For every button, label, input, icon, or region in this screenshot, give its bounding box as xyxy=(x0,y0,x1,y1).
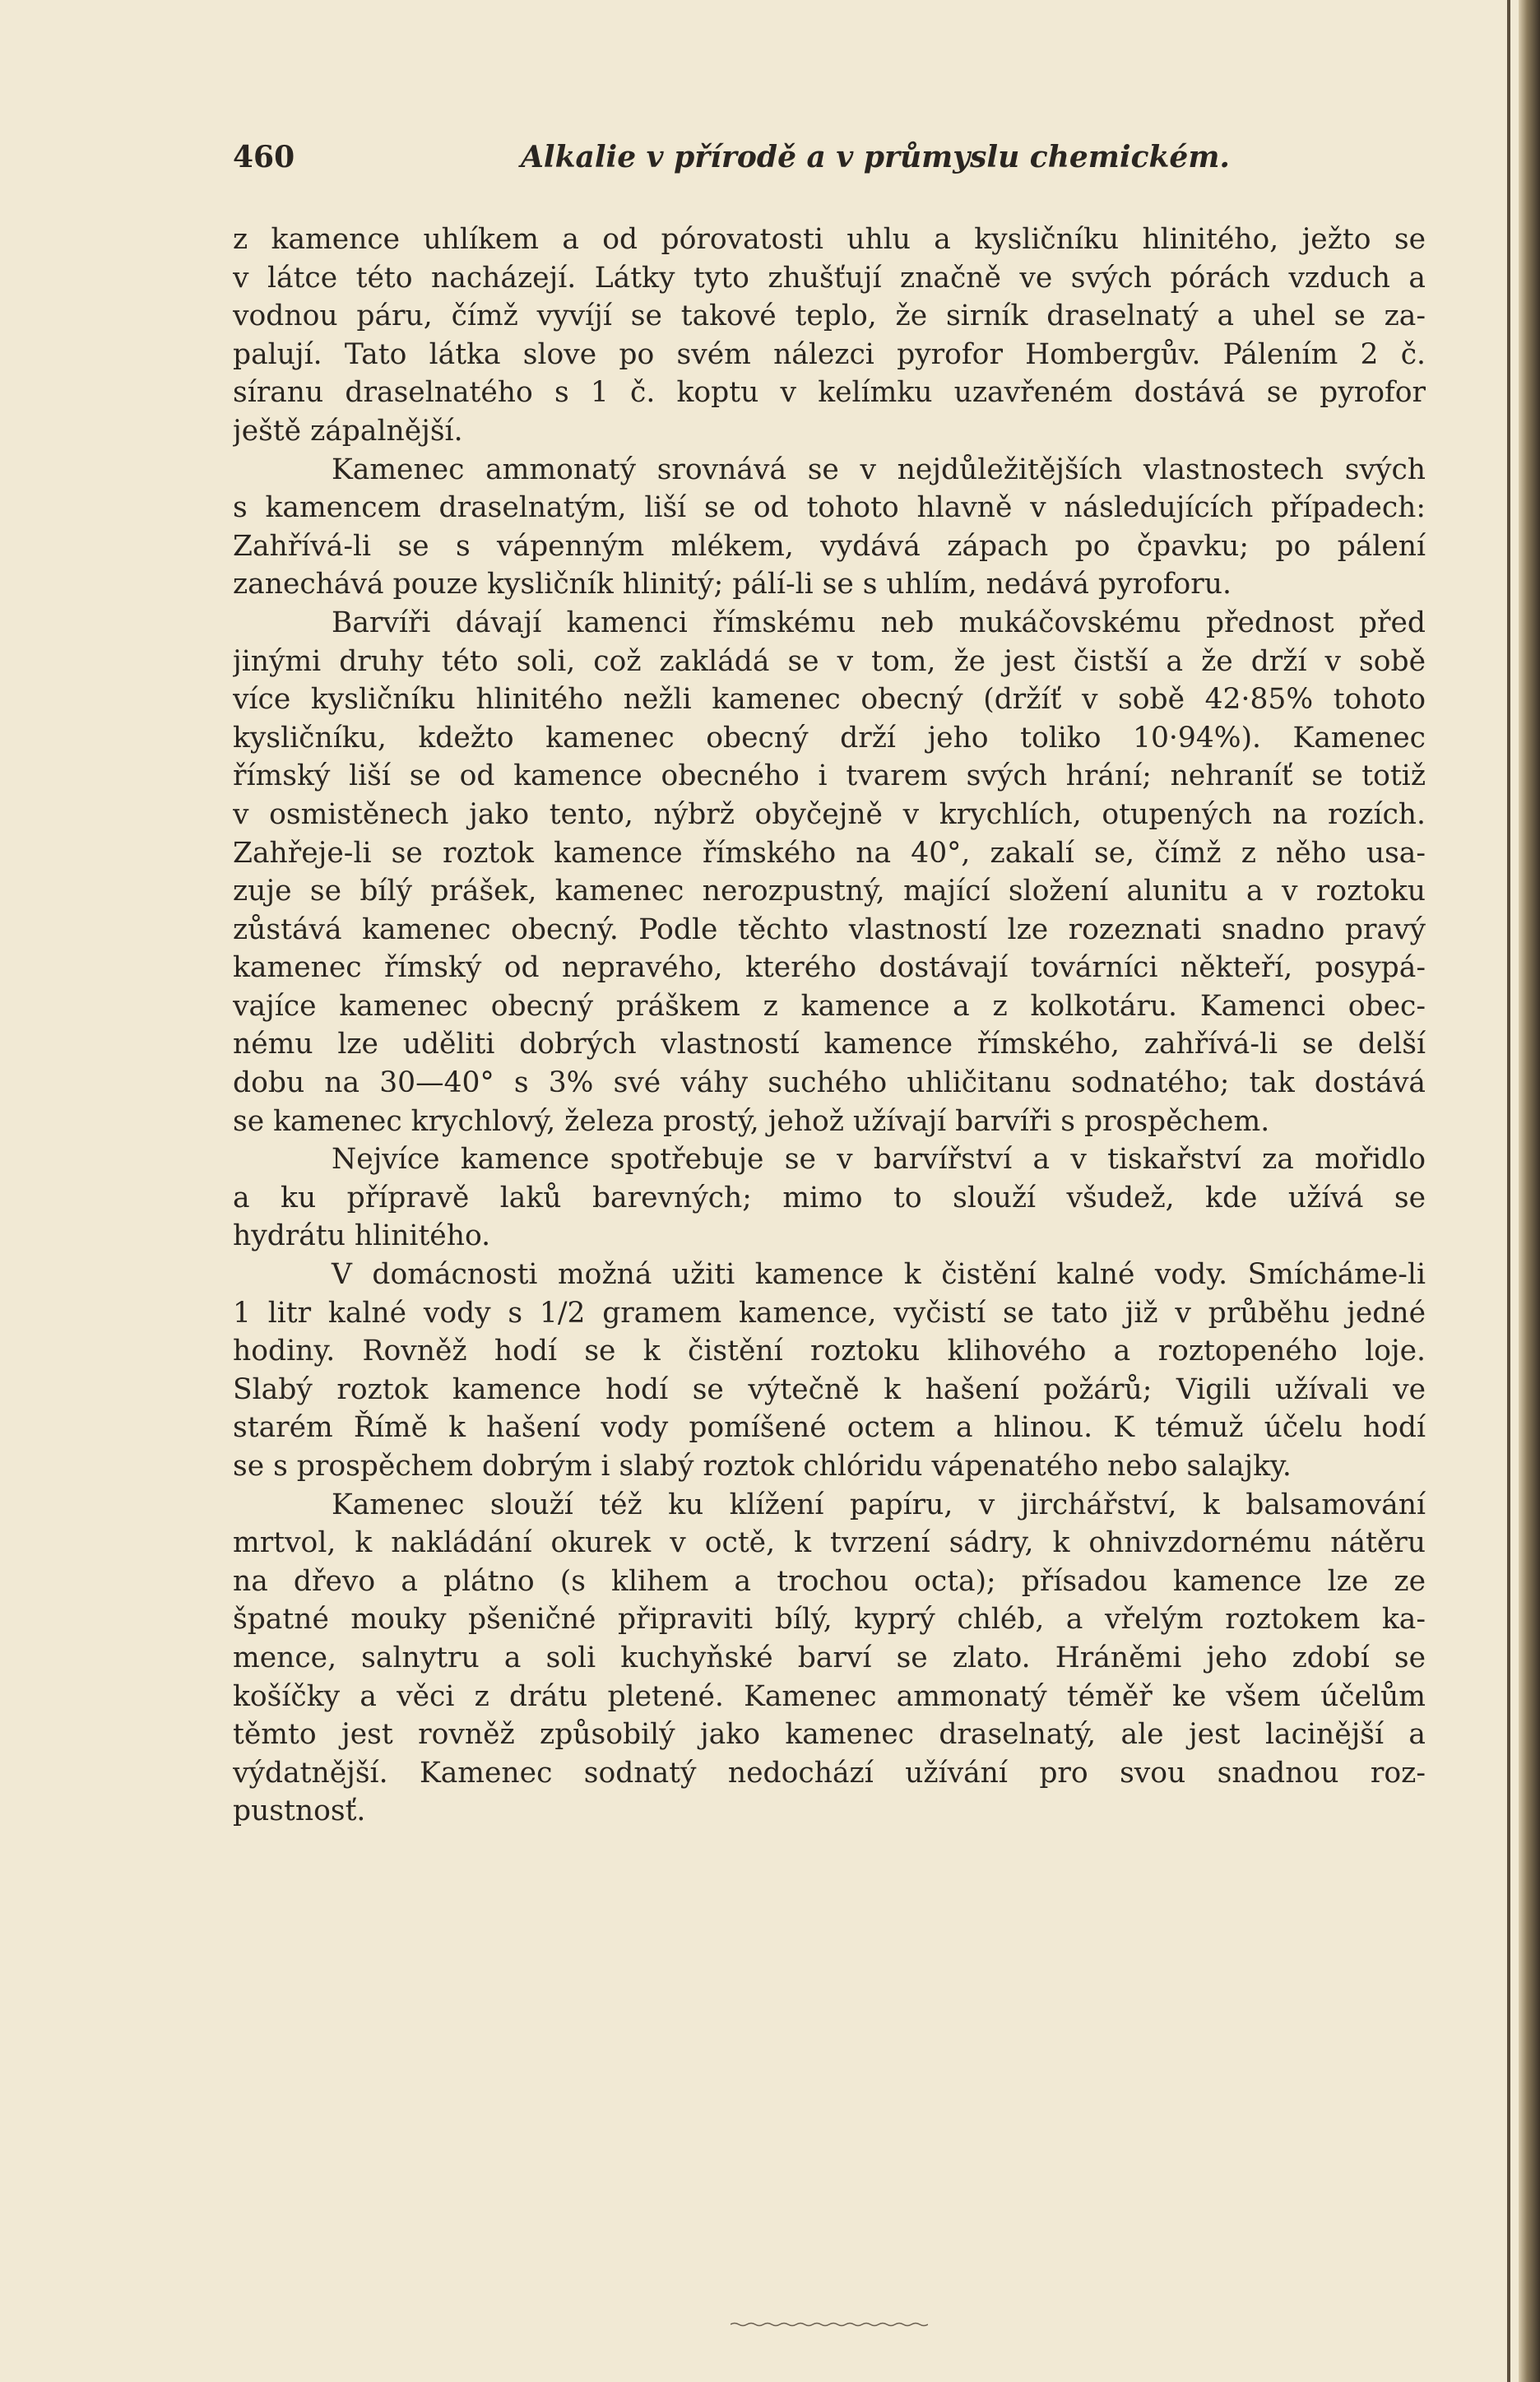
text-line: mrtvol, k nakládání okurek v octě, k tvrzení sádry, k ohnivzdornému nátěru xyxy=(233,1526,1426,1560)
ornamental-tail-rule xyxy=(731,2322,928,2327)
text-line: síranu draselnatého s 1 č. koptu v kelímku uzavřeném dostává se pyrofor xyxy=(233,376,1426,410)
text-line: pustnosť. xyxy=(233,1795,366,1828)
text-line: starém Římě k hašení vody pomíšené octem a hlinou. K témuž účelu hodí xyxy=(233,1411,1426,1445)
page-number: 460 xyxy=(233,140,295,174)
text-line: jinými druhy této soli, což zakládá se v tom, že jest čistší a že drží v sobě xyxy=(233,644,1426,678)
text-line: římský liší se od kamence obecného i tvarem svých hrání; nehraníť se totiž xyxy=(233,759,1426,793)
text-line: s kamencem draselnatým, liší se od tohoto hlavně v následujících případech: xyxy=(233,491,1426,525)
text-line: Kamenec ammonatý srovnává se v nejdůležitějších vlastnostech svých xyxy=(332,453,1426,486)
text-line: výdatnější. Kamenec sodnatý nedochází užívání pro svou snadnou roz- xyxy=(233,1756,1426,1790)
text-line: v osmistěnech jako tento, nýbrž obyčejně v krychlích, otupených na rozích. xyxy=(233,797,1426,831)
text-line: Kamenec slouží též ku klížení papíru, v jirchářství, k balsamování xyxy=(332,1488,1426,1521)
text-line: se s prospěchem dobrým i slabý roztok chlóridu vápenatého nebo salajky. xyxy=(233,1450,1292,1483)
text-line: mence, salnytru a soli kuchyňské barví se zlato. Hráněmi jeho zdobí se xyxy=(233,1641,1426,1674)
text-line: těmto jest rovněž způsobilý jako kamenec draselnatý, ale jest lacinější a xyxy=(233,1718,1426,1752)
text-line: zanechává pouze kysličník hlinitý; pálí-li se s uhlím, nedává pyroforu. xyxy=(233,568,1232,601)
running-title: Alkalie v přírodě a v průmyslu chemickém. xyxy=(521,140,1230,174)
text-line: se kamenec krychlový, železa prostý, jehož užívají barvíři s prospěchem. xyxy=(233,1104,1270,1138)
text-line: 1 litr kalné vody s 1/2 gramem kamence, vyčistí se tato již v průběhu jedné xyxy=(233,1296,1426,1330)
text-line: na dřevo a plátno (s klihem a trochou octa); přísadou kamence lze ze xyxy=(233,1564,1426,1598)
text-line: kysličníku, kdežto kamenec obecný drží jeho toliko 10·94%). Kamenec xyxy=(233,721,1426,755)
text-line: hodiny. Rovněž hodí se k čistění roztoku klihového a roztopeného loje. xyxy=(233,1335,1426,1368)
text-line: ještě zápalnější. xyxy=(233,414,463,448)
text-line: Slabý roztok kamence hodí se výtečně k hašení požárů; Vigili užívali ve xyxy=(233,1372,1426,1406)
text-line: Barvíři dávají kamenci římskému neb mukáčovskému přednost před xyxy=(332,606,1426,639)
text-line: V domácnosti možná užiti kamence k čistění kalné vody. Smícháme-li xyxy=(332,1258,1426,1292)
page-header xyxy=(233,140,1426,189)
body-text xyxy=(233,221,1426,1831)
text-line: Zahřeje-li se roztok kamence římského na 40°, zakalí se, čímž z něho usa- xyxy=(233,836,1426,870)
text-line: palují. Tato látka slove po svém nálezci pyrofor Hombergův. Pálením 2 č. xyxy=(233,337,1426,371)
text-line: v látce této nacházejí. Látky tyto zhušťují značně ve svých pórách vzduch a xyxy=(233,261,1426,295)
text-line: zůstává kamenec obecný. Podle těchto vlastností lze rozeznati snadno pravý xyxy=(233,912,1426,946)
text-line: košíčky a věci z drátu pletené. Kamenec ammonatý téměř ke všem účelům xyxy=(233,1679,1426,1713)
text-line: z kamence uhlíkem a od pórovatosti uhlu a kysličníku hlinitého, ježto se xyxy=(233,223,1426,256)
text-line: zuje se bílý prášek, kamenec nerozpustný, mající složení alunitu a v roztoku xyxy=(233,875,1426,908)
text-line: Zahřívá-li se s vápenným mlékem, vydává zápach po čpavku; po pálení xyxy=(233,529,1426,563)
text-line: dobu na 30—40° s 3% své váhy suchého uhličitanu sodnatého; tak dostává xyxy=(233,1066,1426,1100)
text-line: vodnou páru, čímž vyvíjí se takové teplo, že sirník draselnatý a uhel se za- xyxy=(233,299,1426,333)
text-line: špatné mouky pšeničné připraviti bílý, kyprý chléb, a vřelým roztokem ka- xyxy=(233,1603,1426,1637)
text-line: hydrátu hlinitého. xyxy=(233,1219,491,1253)
text-line: a ku přípravě laků barevných; mimo to slouží všudež, kde užívá se xyxy=(233,1181,1426,1214)
text-line: nému lze uděliti dobrých vlastností kamence římského, zahřívá-li se delší xyxy=(233,1028,1426,1061)
page-edge xyxy=(1507,0,1510,2382)
book-spine-shadow xyxy=(1519,0,1540,2382)
text-line: kamenec římský od nepravého, kterého dostávají továrníci někteří, posypá- xyxy=(233,951,1426,985)
text-line: vajíce kamenec obecný práškem z kamence a z kolkotáru. Kamenci obec- xyxy=(233,989,1426,1023)
text-line: více kysličníku hlinitého nežli kamenec obecný (držíť v sobě 42·85% tohoto xyxy=(233,683,1426,717)
text-line: Nejvíce kamence spotřebuje se v barvířství a v tiskařství za mořidlo xyxy=(332,1143,1426,1177)
